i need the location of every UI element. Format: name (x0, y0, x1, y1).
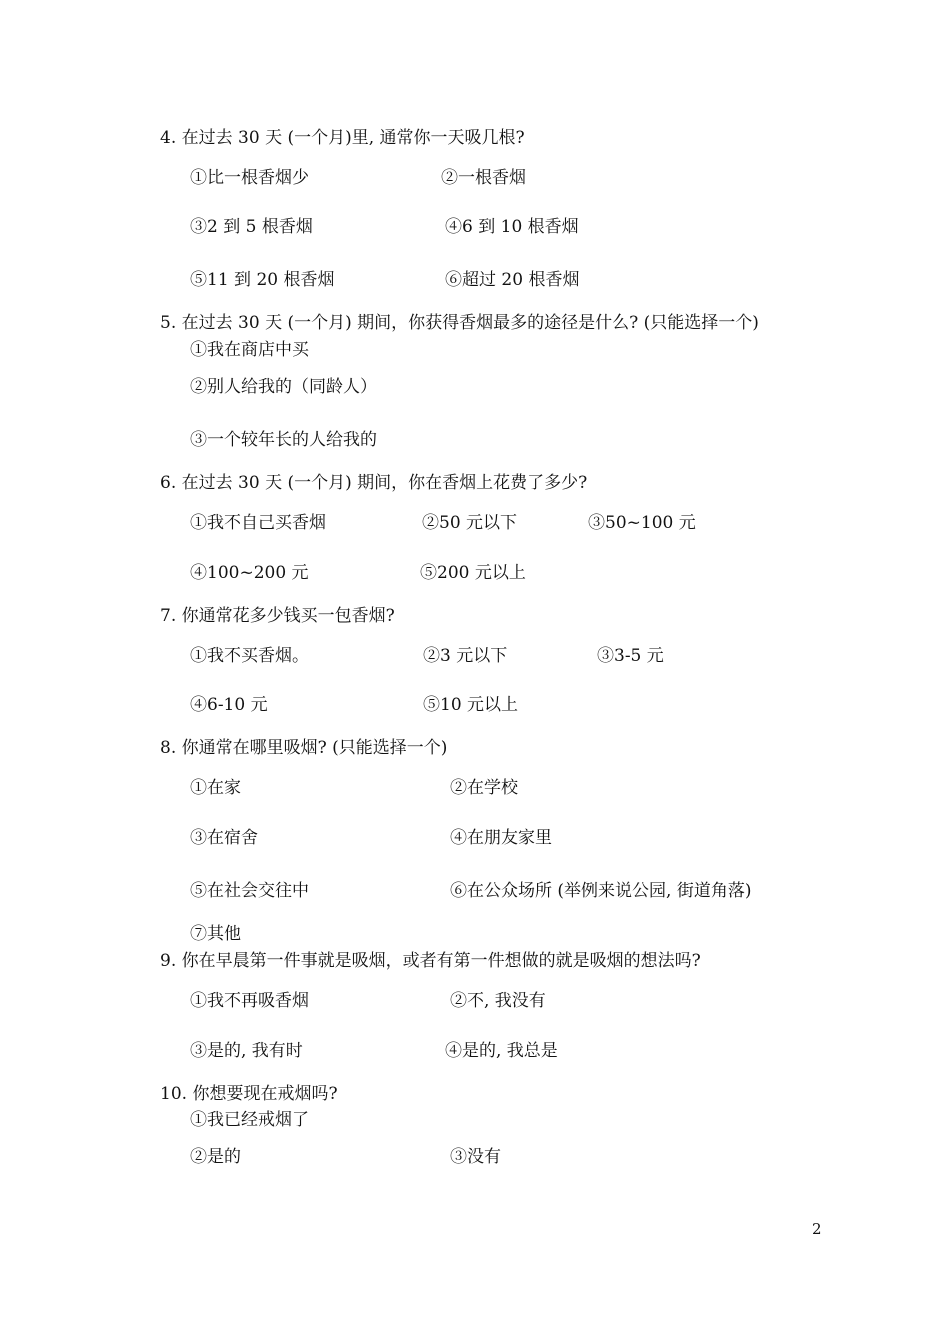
q8-option-5[interactable]: ⑤在社会交往中 (190, 881, 309, 901)
q8-option-7[interactable]: ⑦其他 (190, 924, 241, 944)
q8-option-6[interactable]: ⑥在公众场所 (举例来说公园, 街道角落) (450, 881, 752, 901)
q5-option-1[interactable]: ①我在商店中买 (190, 340, 309, 360)
question-6: 6. 在过去 30 天 (一个月) 期间，你在香烟上花费了多少? (160, 473, 588, 493)
q10-option-2[interactable]: ②是的 (190, 1147, 241, 1167)
q4-option-4[interactable]: ④6 到 10 根香烟 (445, 217, 579, 237)
q9-option-2[interactable]: ②不, 我没有 (450, 991, 546, 1011)
q4-option-1[interactable]: ①比一根香烟少 (190, 168, 309, 188)
q6-option-4[interactable]: ④100~200 元 (190, 563, 309, 583)
question-7: 7. 你通常花多少钱买一包香烟? (160, 606, 395, 626)
q4-option-6[interactable]: ⑥超过 20 根香烟 (445, 270, 580, 290)
q9-option-4[interactable]: ④是的, 我总是 (445, 1041, 558, 1061)
question-4: 4. 在过去 30 天 (一个月)里, 通常你一天吸几根? (160, 128, 525, 148)
question-8: 8. 你通常在哪里吸烟? (只能选择一个) (160, 738, 448, 758)
q5-option-2[interactable]: ②别人给我的（同龄人） (190, 377, 377, 397)
q9-option-3[interactable]: ③是的, 我有时 (190, 1041, 303, 1061)
q6-option-1[interactable]: ①我不自己买香烟 (190, 513, 326, 533)
q7-option-3[interactable]: ③3-5 元 (597, 646, 664, 666)
q7-option-5[interactable]: ⑤10 元以上 (423, 695, 519, 715)
q8-option-2[interactable]: ②在学校 (450, 778, 518, 798)
q6-option-3[interactable]: ③50~100 元 (588, 513, 696, 533)
q8-option-3[interactable]: ③在宿舍 (190, 828, 258, 848)
q4-option-2[interactable]: ②一根香烟 (441, 168, 526, 188)
question-9: 9. 你在早晨第一件事就是吸烟，或者有第一件想做的就是吸烟的想法吗? (160, 951, 701, 971)
q6-option-2[interactable]: ②50 元以下 (422, 513, 518, 533)
q8-option-4[interactable]: ④在朋友家里 (450, 828, 552, 848)
question-5: 5. 在过去 30 天 (一个月) 期间，你获得香烟最多的途径是什么? (只能选择一个) (160, 313, 759, 333)
q4-option-5[interactable]: ⑤11 到 20 根香烟 (190, 270, 335, 290)
q5-option-3[interactable]: ③一个较年长的人给我的 (190, 430, 377, 450)
q9-option-1[interactable]: ①我不再吸香烟 (190, 991, 309, 1011)
page-number: 2 (812, 1220, 822, 1238)
q10-option-3[interactable]: ③没有 (450, 1147, 501, 1167)
q10-option-1[interactable]: ①我已经戒烟了 (190, 1110, 309, 1130)
q7-option-2[interactable]: ②3 元以下 (423, 646, 508, 666)
q7-option-4[interactable]: ④6-10 元 (190, 695, 268, 715)
q4-option-3[interactable]: ③2 到 5 根香烟 (190, 217, 313, 237)
question-10: 10. 你想要现在戒烟吗? (160, 1084, 338, 1104)
q8-option-1[interactable]: ①在家 (190, 778, 241, 798)
q6-option-5[interactable]: ⑤200 元以上 (420, 563, 526, 583)
q7-option-1[interactable]: ①我不买香烟。 (190, 646, 309, 666)
